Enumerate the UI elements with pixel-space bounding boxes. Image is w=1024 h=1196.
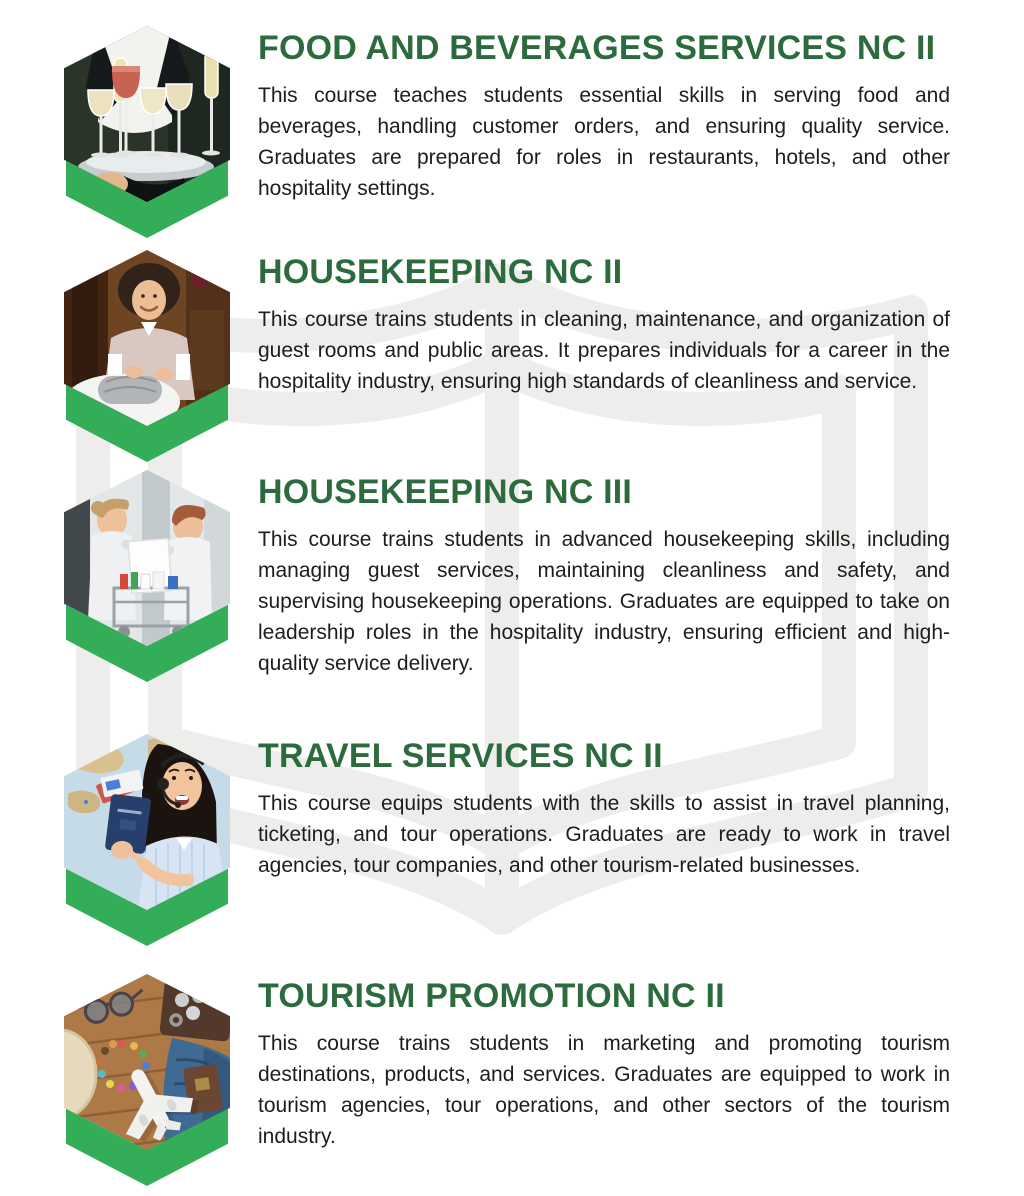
course-text xyxy=(258,734,950,881)
course-description: This course teaches students essential skills in serving food and beverages, handling customer orders, and ensuring quality service. Graduates are prepared for roles in restaurants, hotels, and other hospitality settings. xyxy=(258,84,950,201)
course-description: This course equips students with the skills to assist in travel planning, ticketing, and tour operations. Graduates are ready to work in travel agencies, tour companies, and other tourism-related businesses. xyxy=(258,792,950,878)
course-description: This course trains students in marketing and promoting tourism destinations, products, and services. Graduates are equipped to work in tourism agencies, tour operations, and other sectors of the tourism industry. xyxy=(258,1032,950,1149)
course-card-housekeeping-nc3 xyxy=(64,470,950,682)
course-image-wrap xyxy=(64,26,240,238)
course-title: FOOD AND BEVERAGES SERVICES NC II xyxy=(258,29,936,67)
course-text xyxy=(258,26,950,204)
course-image-wrap xyxy=(64,974,240,1186)
course-text xyxy=(258,974,950,1152)
course-description: This course trains students in cleaning, maintenance, and organization of guest rooms and public areas. It prepares individuals for a career in the hospitality industry, ensuring high standards of cleanliness and service. xyxy=(258,308,950,394)
course-card-housekeeping-nc2 xyxy=(64,250,950,462)
course-text xyxy=(258,470,950,679)
course-image-wrap xyxy=(64,250,240,462)
course-description: This course trains students in advanced housekeeping skills, including managing guest services, maintaining cleanliness and safety, and supervising housekeeping operations. Graduates are equipped to take on leadership roles in the hospitality industry, ensuring efficient and high-quality service delivery. xyxy=(258,528,950,676)
course-card-tourism-promotion xyxy=(64,974,950,1186)
course-card-travel-services xyxy=(64,734,950,946)
course-title: HOUSEKEEPING NC III xyxy=(258,473,633,511)
course-title: HOUSEKEEPING NC II xyxy=(258,253,623,291)
course-text xyxy=(258,250,950,397)
course-image-wrap xyxy=(64,470,240,682)
course-image-wrap xyxy=(64,734,240,946)
course-title: TOURISM PROMOTION NC II xyxy=(258,977,725,1015)
course-title: TRAVEL SERVICES NC II xyxy=(258,737,663,775)
course-card-food-beverages xyxy=(64,26,950,238)
